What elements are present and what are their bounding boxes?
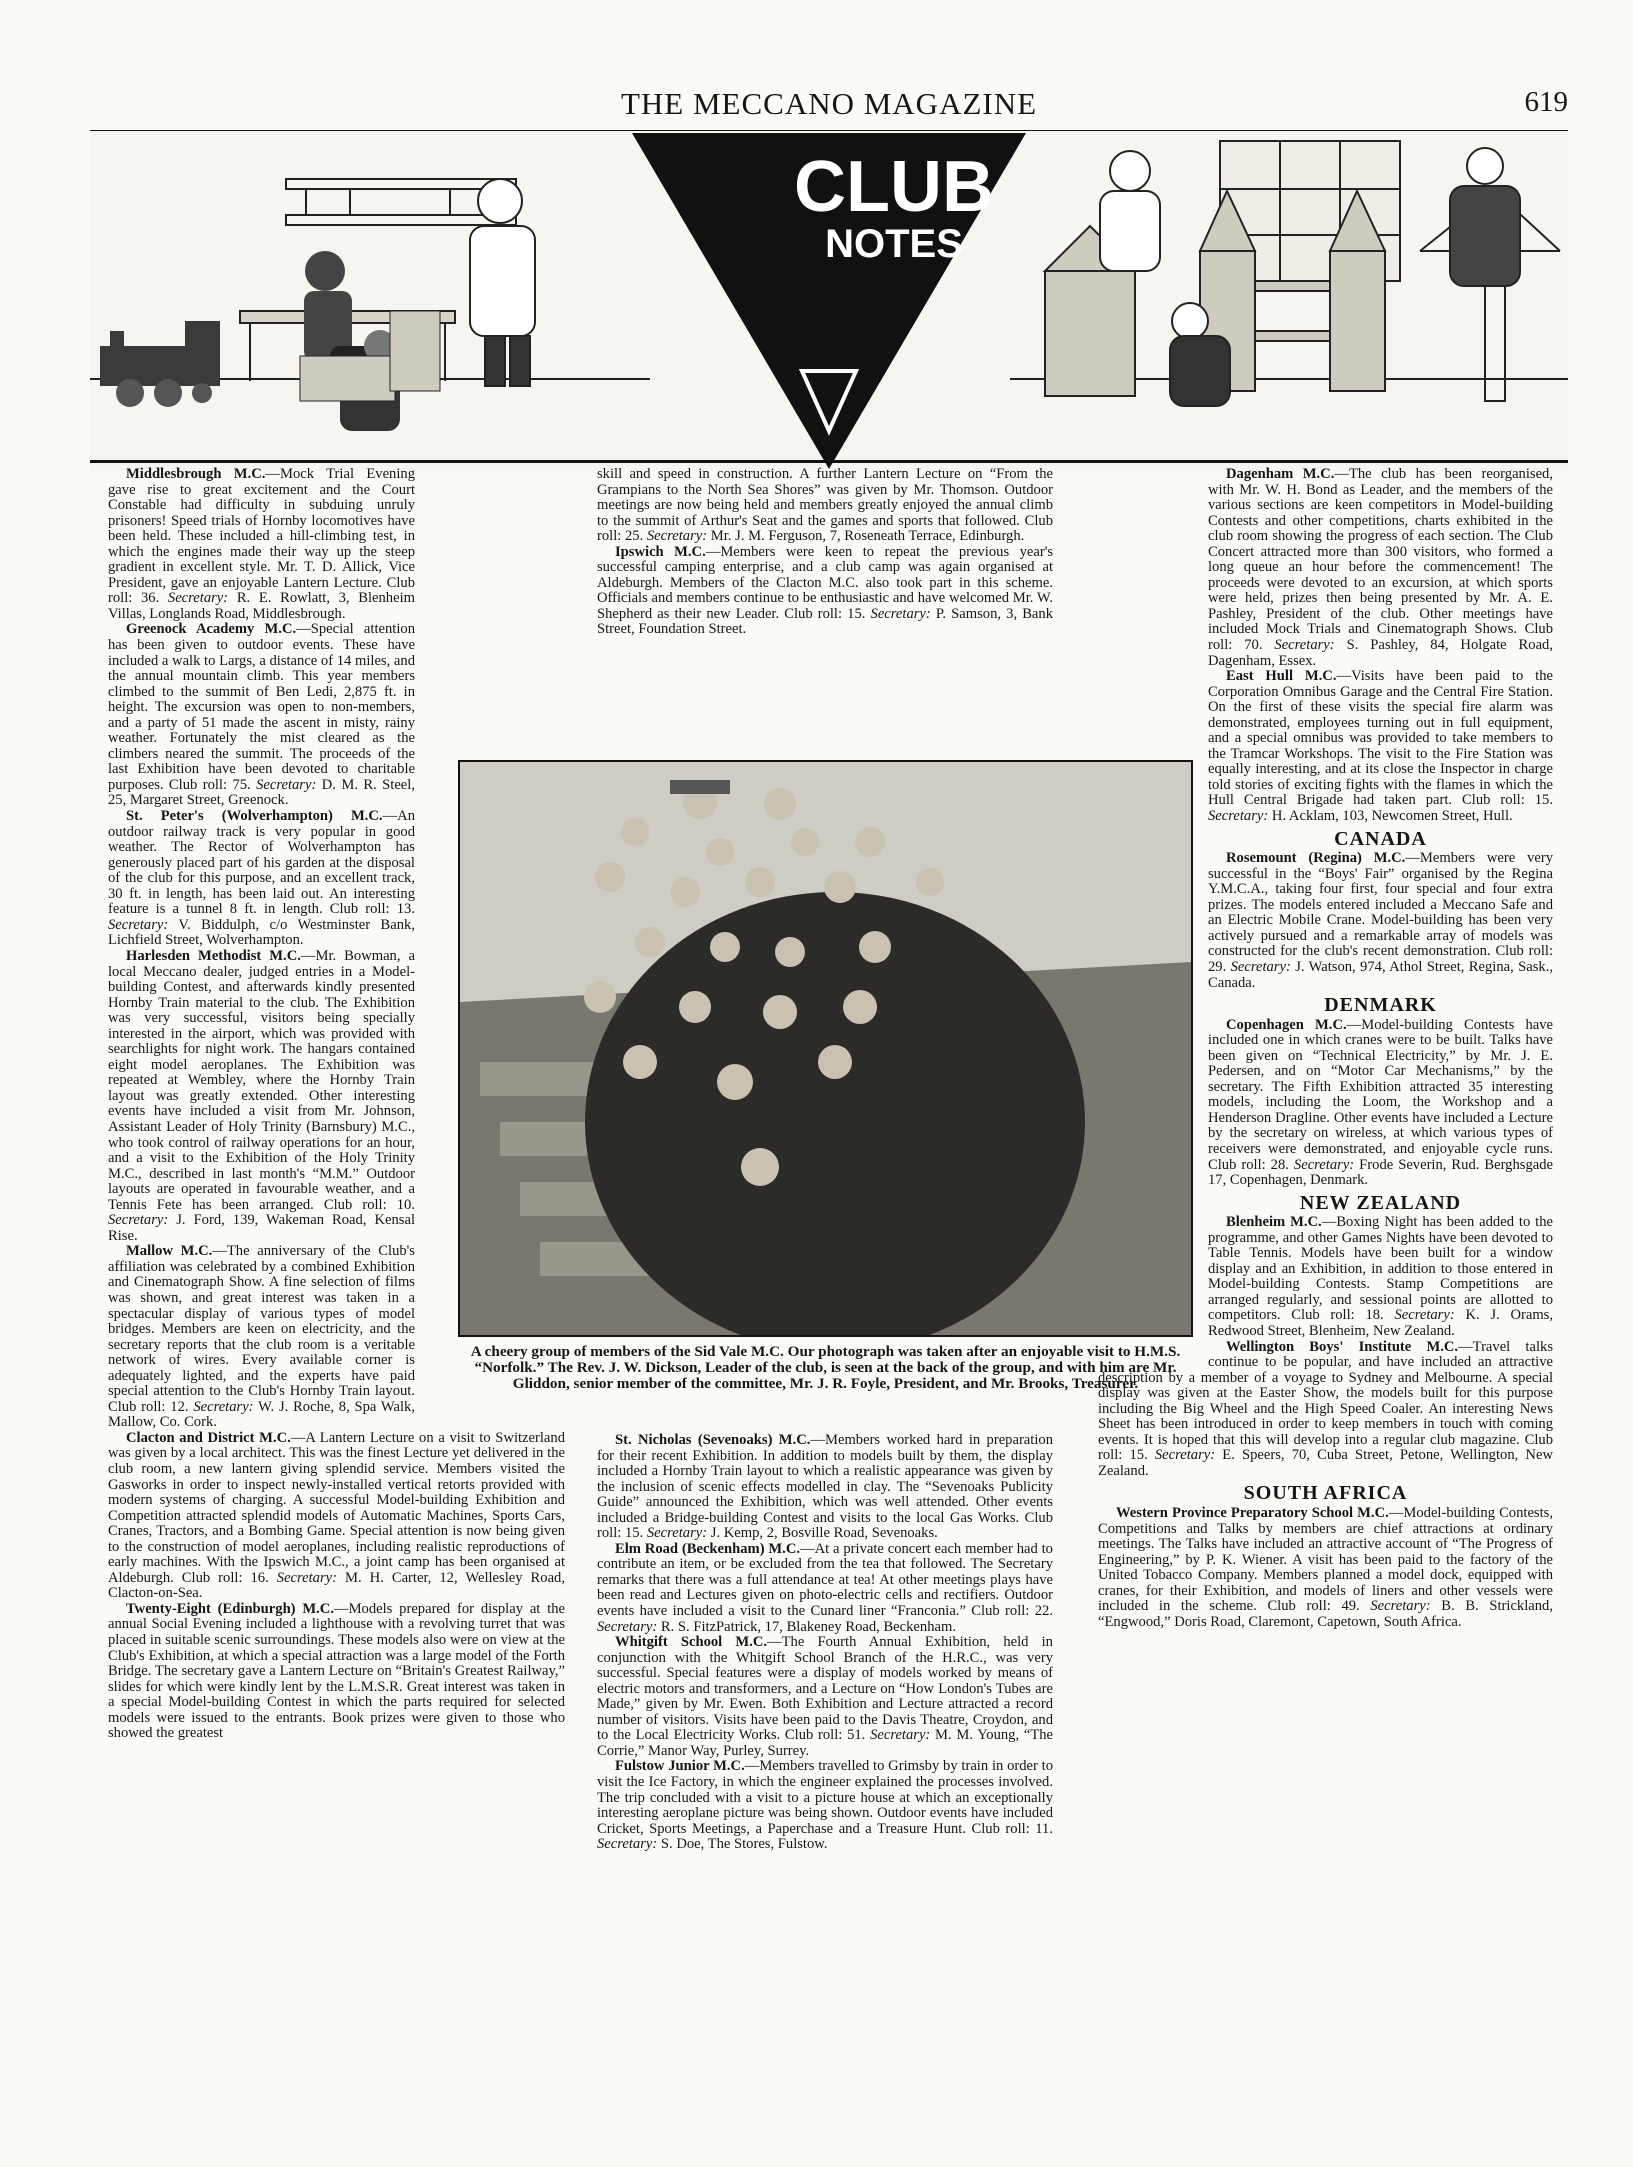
club-note: Rosemount (Regina) M.C.—Members were very successful in the “Boys' Fair” organised by the Regina Y.M.C.A., taking four first, four special and four extra prizes. The models entered included a Meccano Safe and an Electric Mobile Crane. Model-building has been very actively pursued and a remarkable array of models was constructed for the club's recent demonstration. Club roll: 29. Secretary: J. Watson, 974, Athol Street, Regina, Sask., Canada. <box>1208 850 1553 991</box>
club-note: Harlesden Methodist M.C.—Mr. Bowman, a local Meccano dealer, judged entries in a Model-building Contest, and afterwards kindly presented Hornby Train material to the club. The Exhibition was very successful, visitors being specially interested in the airport, which was provided with searchlights for night work. The hangars contained eight model aeroplanes. The Exhibition was repeated at Wembley, where the Hornby Train layout was greatly extended. Other interesting events have included a visit from Mr. Johnson, Assistant Leader of Holy Trinity (Barnsbury) M.C., who took control of railway operations for an hour, and a visit to the Exhibition of the Holy Trinity M.C., described in last month's “M.M.” Outdoor layouts are operated in favourable weather, and a Tennis Fete has been arranged. Club roll: 10. Secretary: J. Ford, 139, Wakeman Road, Kensal Rise. <box>108 947 415 1244</box>
club-note: Middlesbrough M.C.—Mock Trial Evening gave rise to great excitement and the Court Constable had difficulty in subduing unruly prisoners! Speed trials of Hornby locomotives have been held. These included a hill-climbing test, in which the engines made their way up the steep gradient in excellent style. Mr. T. D. Allick, Vice President, gave an enjoyable Lantern Lecture. Club roll: 36. Secretary: R. E. Rowlatt, 3, Blenheim Villas, Longlands Road, Middlesbrough. <box>108 466 415 622</box>
photo-image <box>460 762 1191 1335</box>
club-note: St. Nicholas (Sevenoaks) M.C.—Members worked hard in preparation for their recent Exhibition. In addition to models built by them, the display included a Hornby Train layout to which a realistic appearance was given by the inclusion of scenic effects modelled in clay. The “Sevenoaks Publicity Guide” announced the Exhibition, which was well attended. Other events included a Bridge-building Contest and visits to the local Gas Works. Club roll: 15. Secretary: J. Kemp, 2, Bosville Road, Sevenoaks. <box>597 1432 1053 1542</box>
photo-wrap-space <box>1098 757 1208 1357</box>
club-note: Western Province Preparatory School M.C.—Model-building Contests, Competitions and Talks by members are chief attractions at ordinary meetings. The Talks have included an attractive account of “The Progress of Engineering,” by P. K. Wiener. A visit has been paid to the factory of the United Tobacco Company. Members planned a model dock, equipped with cranes, for their Exhibition, and models of liners and other vessels were included in the scheme. Club roll: 49. Secretary: B. B. Strickland, “Engwood,” Doris Road, Claremont, Capetown, South Africa. <box>1098 1505 1553 1630</box>
section-heading-canada: CANADA <box>1334 827 1427 850</box>
magazine-title: THE MECCANO MAGAZINE <box>620 86 1038 121</box>
club-note: Mallow M.C.—The anniversary of the Club's affiliation was celebrated by a combined Exhibition and Cinematograph Show. A fine selection of films was shown, and great interest was taken in a spectacular display of various types of model bridges. Members are keen on electricity, and the secretary reports that the club room is a veritable network of wires. Every available corner is adequately lighted, and the experts have paid special attention to the Club's Hornby Train layout. Club roll: 12. Secretary: W. J. Roche, 8, Spa Walk, Mallow, Co. Cork. <box>108 1243 416 1431</box>
club-note: Elm Road (Beckenham) M.C.—At a private concert each member had to contribute an item, or be excluded from the tea that followed. The Secretary remarks that there was a full attendance at tea! At other meetings plays have been read and Lectures given on photo-electric cells and rectifiers. Outdoor events have included a visit to the Cunard liner “Franconia.” Club roll: 22. Secretary: R. S. FitzPatrick, 17, Blakeney Road, Beckenham. <box>597 1540 1053 1635</box>
page-header <box>90 86 1568 126</box>
group-photograph <box>458 760 1193 1337</box>
column-middle-bottom <box>597 1433 1053 2073</box>
badge-notes-text: NOTES <box>825 222 963 266</box>
column-right <box>1098 467 1553 2070</box>
club-note: St. Peter's (Wolverhampton) M.C.—An outdoor railway track is very popular in good weather. The Rector of Wolverhampton has generously placed part of his garden at the disposal of the club for this purpose, and an excellent track, 30 ft. in length, has been laid out. An interesting feature is a tunnel 8 ft. in length. Club roll: 13. Secretary: V. Biddulph, c/o Westminster Bank, Lichfield Street, Wolverhampton. <box>108 808 415 949</box>
section-heading-denmark: DENMARK <box>1324 994 1437 1017</box>
club-note: Clacton and District M.C.—A Lantern Lecture on a visit to Switzerland was given by a local architect. This was the finest Lecture yet delivered in the club room, a new lantern giving splendid service. Members visited the Gasworks in order to inspect newly-installed vertical retorts provided with modern systems of charging. A successful Model-building Exhibition and Competition attracted splendid models of Automatic Machines, Sports Cars, Cranes, Tractors, and a Bombing Game. Special attention is now being given to the construction of model aeroplanes, including realistic reproductions of early machines. With the Ipswich M.C., a joint camp has been organised at Aldeburgh. Club roll: 16. Secretary: M. H. Carter, 12, Wellesley Road, Clacton-on-Sea. <box>108 1429 565 1602</box>
section-heading-south-africa: SOUTH AFRICA <box>1243 1482 1408 1505</box>
club-note: Ipswich M.C.—Members were keen to repeat the previous year's successful camping enterprise, and a club camp was again organised at Aldeburgh. Members of the Clacton M.C. also took part in this scheme. Officials and members continue to be enthusiastic and have welcomed Mr. W. Shepherd as their new Leader. Club roll: 15. Secretary: P. Samson, 3, Bank Street, Foundation Street. <box>597 543 1054 638</box>
club-notes-badge <box>732 147 1056 266</box>
club-note: Greenock Academy M.C.—Special attention has been given to outdoor events. These have included a walk to Largs, a distance of 14 miles, and the annual mountain climb. This year members climbed to the summit of Ben Ledi, 2,875 ft. in height. The excursion was open to non-members, and a party of 51 made the ascent in misty, rainy weather. Fortunately the mist cleared as the climbers neared the summit. The proceeds of the last Exhibition have been devoted to charitable purposes. Club roll: 75. Secretary: D. M. R. Steel, 25, Margaret Street, Greenock. <box>108 621 415 809</box>
section-heading-new-zealand: NEW ZEALAND <box>1299 1191 1462 1214</box>
club-note: Blenheim M.C.—Boxing Night has been added to the programme, and other Games Nights have been devoted to Table Tennis. Models have been built for a window display and an Exhibition, in addition to those entered in Model-building Contests. Stamp Competitions are arranged regularly, and sessional points are allotted to competitors. Club roll: 18. Secretary: K. J. Orams, Redwood Street, Blenheim, New Zealand. <box>1208 1214 1554 1339</box>
club-note: Wellington Boys' Institute M.C.—Travel talks continue to be popular, and have included an attractive description by a member of a voyage to Sydney and Melbourne. A special display was given at the Easter Show, the models built for this purpose including the Big Wheel and the High Speed Coaler. An interesting News Sheet has been introduced in order to keep members in touch with coming events. It is hoped that this will develop into a regular club magazine. Club roll: 15. Secretary: E. Speers, 70, Cuba Street, Petone, Wellington, New Zealand. <box>1098 1338 1553 1479</box>
column-middle-top <box>597 467 1053 777</box>
club-note: Dagenham M.C.—The club has been reorganised, with Mr. W. H. Bond as Leader, and the members of the various sections are keen competitors in Model-building Contests and other competitions, charts exhibited in the club room showing the progress of each section. The Club Concert attracted more than 300 visitors, who formed a long queue an hour before the commencement! The proceeds were devoted to an excursion, at which sports were held, prizes then being presented by Mr. A. E. Pashley, President of the club. Other meetings have included Mock Trials and Cinematograph Shows. Club roll: 70. Secretary: S. Pashley, 84, Holgate Road, Dagenham, Essex. <box>1208 466 1553 669</box>
club-note: Fulstow Junior M.C.—Members travelled to Grimsby by train in order to visit the Ice Factory, in which the engineer explained the processes involved. The trip concluded with a visit to a picture house at which an exceptionally interesting aeroplane picture was being shown. Outdoor events have included Cricket, Sports Meetings, a Paperchase and a Treasure Hunt. Club roll: 11. Secretary: S. Doe, The Stores, Fulstow. <box>597 1758 1053 1853</box>
club-note: Whitgift School M.C.—The Fourth Annual Exhibition, held in conjunction with the Whitgift School Branch of the H.R.C., was very successful. Special features were a display of models worked by means of electric motors and transformers, and a Lecture on “How London's Tubes are Made,” given by Mr. Ewen. Both Exhibition and Lecture attracted a record number of visitors. Visits have been paid to the Davis Theatre, Croydon, and to the Local Electricity Works. Club roll: 51. Secretary: M. M. Young, “The Corrie,” Manor Way, Purley, Surrey. <box>597 1634 1054 1759</box>
club-notes-banner <box>90 131 1568 471</box>
badge-club-text: CLUB <box>794 147 994 227</box>
club-note: Twenty-Eight (Edinburgh) M.C.—Models prepared for display at the annual Social Evening included a lighthouse with a revolving turret that was placed in suitable scenic surroundings. These models also were on view at the Club's Exhibition, at which a special attraction was a large model of the Forth Bridge. The secretary gave a Lantern Lecture on “Britain's Greatest Railway,” slides for which were kindly lent by the L.M.S.R. Great interest was taken in a special Model-building Contest in which the parts required for selected models were issued to the entrants. Book prizes were given to those who showed the greatest <box>108 1600 565 1742</box>
club-note: skill and speed in construction. A further Lantern Lecture on “From the Grampians to the North Sea Shores” was given by Mr. Thomson. Outdoor meetings are now being held and members greatly enjoyed the annual climb to the summit of Arthur's Seat and the games and sports that followed. Club roll: 25. Secretary: Mr. J. M. Ferguson, 7, Roseneath Terrace, Edinburgh. <box>597 466 1053 545</box>
page-number: 619 <box>1524 86 1568 118</box>
club-note: East Hull M.C.—Visits have been paid to the Corporation Omnibus Garage and the Central Fire Station. On the first of these visits the special fire alarm was demonstrated, employees turning out in full equipment, and a special omnibus was provided to take members to the Tramcar Workshops. The visit to the Fire Station was equally interesting, and at its close the Inspector in charge told stories of exciting fights with the flames in which the Hull Central Brigade had taken part. Club roll: 15. Secretary: H. Acklam, 103, Newcomen Street, Hull. <box>1208 668 1553 825</box>
photo-caption: A cheery group of members of the Sid Vale M.C. Our photograph was taken after an enjoyable visit to H.M.S. “Norfolk.” The Rev. J. W. Dickson, Leader of the club, is seen at the back of the group, and with him are Mr. Gliddon, senior member of the committee, Mr. J. R. Foyle, President, and Mr. Brooks, Treasurer. <box>470 1343 1181 1392</box>
club-note: Copenhagen M.C.—Model-building Contests have included one in which cranes were to be built. Talks have been given on “Technical Electricity,” by Mr. J. E. Pedersen, and on “Motor Car Mechanisms,” by the secretary. The Fifth Exhibition attracted 35 interesting models, including the Loom, the Workshop and a Henderson Dragline. Other events have included a Lecture by the secretary on wireless, at which various types of receivers were demonstrated, and enjoyable cycle runs. Club roll: 28. Secretary: Frode Severin, Rud. Berghsgade 17, Copenhagen, Denmark. <box>1208 1016 1554 1189</box>
banner-bottom-rule <box>90 460 1568 463</box>
